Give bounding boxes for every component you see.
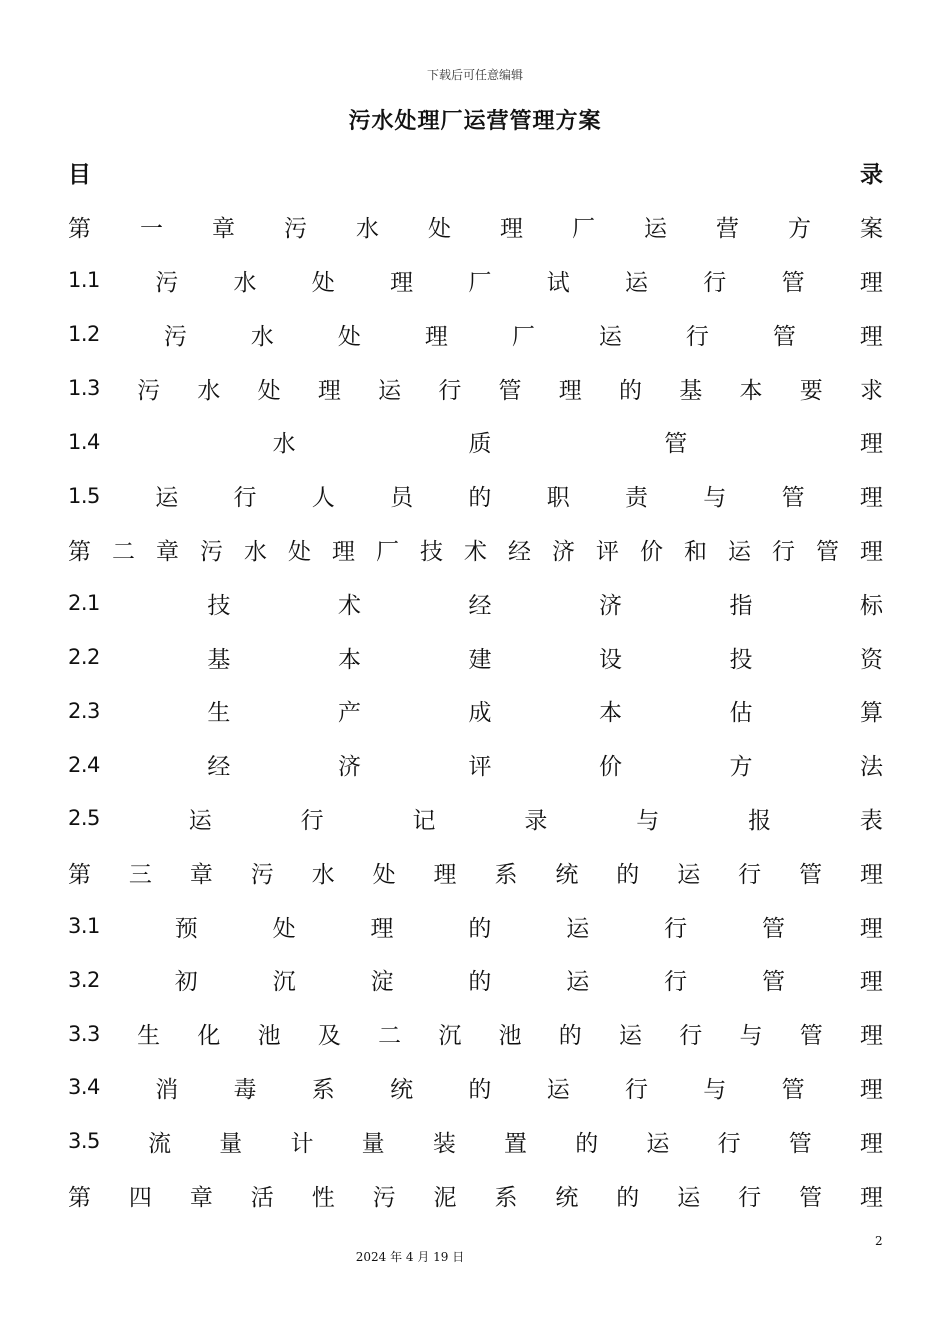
toc-entry[interactable] bbox=[68, 254, 883, 308]
toc-char: 基 bbox=[679, 377, 703, 404]
toc-char: 处 bbox=[311, 269, 335, 296]
toc-char: 厂 bbox=[511, 323, 535, 350]
toc-char: 案 bbox=[860, 216, 883, 243]
toc-char: 试 bbox=[546, 269, 570, 296]
toc-char: 法 bbox=[860, 754, 883, 781]
toc-char: 初 bbox=[174, 969, 198, 996]
toc-char: 第 bbox=[68, 1184, 91, 1211]
toc-char: 济 bbox=[598, 592, 622, 619]
toc-char: 行 bbox=[738, 861, 762, 888]
toc-char: 评 bbox=[596, 538, 619, 565]
toc-char: 营 bbox=[716, 216, 739, 243]
toc-char: 统 bbox=[555, 861, 579, 888]
toc-char: 技 bbox=[207, 592, 231, 619]
toc-entry[interactable] bbox=[68, 576, 883, 630]
toc-char: 标 bbox=[860, 592, 883, 619]
toc-entry-number: 3.5 bbox=[68, 1129, 100, 1154]
footer-date: 2024 年 4 月 19 日 bbox=[355, 1250, 465, 1264]
toc-entry-number: 1.1 bbox=[68, 268, 100, 293]
toc-entry[interactable] bbox=[68, 523, 883, 577]
toc-char: 行 bbox=[738, 1184, 762, 1211]
toc-entry[interactable] bbox=[68, 1061, 883, 1115]
toc-entry[interactable] bbox=[68, 415, 883, 469]
toc-char: 计 bbox=[290, 1130, 314, 1157]
toc-char: 化 bbox=[197, 1023, 221, 1050]
toc-entry[interactable] bbox=[68, 953, 883, 1007]
toc-char: 管 bbox=[498, 377, 522, 404]
toc-char: 行 bbox=[233, 485, 257, 512]
toc-char: 处 bbox=[272, 915, 296, 942]
toc-char: 及 bbox=[317, 1023, 341, 1050]
toc-char: 录 bbox=[860, 162, 883, 189]
toc-char: 方 bbox=[788, 216, 811, 243]
toc-char: 经 bbox=[207, 754, 231, 781]
toc-entry[interactable] bbox=[68, 469, 883, 523]
toc-char: 的 bbox=[575, 1130, 599, 1157]
toc-char: 行 bbox=[703, 269, 727, 296]
toc-char: 要 bbox=[799, 377, 823, 404]
toc-char: 的 bbox=[468, 969, 492, 996]
toc-char: 运 bbox=[155, 485, 179, 512]
toc-char: 理 bbox=[317, 377, 341, 404]
toc-char: 设 bbox=[598, 646, 622, 673]
toc-char: 与 bbox=[703, 485, 727, 512]
toc-char: 理 bbox=[500, 216, 523, 243]
toc-char: 济 bbox=[337, 754, 361, 781]
toc-char: 质 bbox=[468, 431, 492, 458]
toc-entry-number: 1.3 bbox=[68, 376, 100, 401]
toc-entry-number: 3.3 bbox=[68, 1021, 100, 1046]
toc-entry[interactable] bbox=[68, 1114, 883, 1168]
toc-char: 理 bbox=[558, 377, 582, 404]
toc-char: 四 bbox=[128, 1184, 152, 1211]
toc-char: 章 bbox=[156, 538, 179, 565]
toc-char: 建 bbox=[468, 646, 492, 673]
toc-char: 术 bbox=[337, 592, 361, 619]
toc-char: 量 bbox=[361, 1130, 385, 1157]
toc-char: 理 bbox=[860, 538, 883, 565]
toc-char: 运 bbox=[646, 1130, 670, 1157]
toc-char: 本 bbox=[337, 646, 361, 673]
toc-entry[interactable] bbox=[68, 361, 883, 415]
toc-entry[interactable] bbox=[68, 200, 883, 254]
toc-char: 的 bbox=[468, 915, 492, 942]
toc-char: 算 bbox=[860, 700, 883, 727]
toc-char: 处 bbox=[372, 861, 396, 888]
toc-char: 行 bbox=[772, 538, 795, 565]
toc-entry-number: 2.1 bbox=[68, 591, 100, 616]
toc-char: 投 bbox=[729, 646, 753, 673]
toc-char: 行 bbox=[300, 807, 324, 834]
toc-entry[interactable] bbox=[68, 307, 883, 361]
toc-char: 经 bbox=[508, 538, 531, 565]
toc-char: 责 bbox=[624, 485, 648, 512]
toc-char: 理 bbox=[859, 431, 883, 458]
toc-char: 池 bbox=[257, 1023, 281, 1050]
toc-char: 系 bbox=[494, 1184, 518, 1211]
toc-entry-number: 3.2 bbox=[68, 967, 100, 992]
toc-char: 记 bbox=[412, 807, 436, 834]
toc-char: 表 bbox=[859, 807, 883, 834]
toc-entry[interactable] bbox=[68, 1007, 883, 1061]
toc-char: 理 bbox=[859, 1023, 883, 1050]
toc-char: 厂 bbox=[376, 538, 399, 565]
toc-char: 水 bbox=[244, 538, 267, 565]
toc-char: 理 bbox=[859, 969, 883, 996]
toc-entry[interactable] bbox=[68, 1168, 883, 1222]
toc-char: 评 bbox=[468, 754, 492, 781]
toc-char: 水 bbox=[356, 216, 379, 243]
toc-char: 术 bbox=[464, 538, 487, 565]
toc-char: 水 bbox=[250, 323, 274, 350]
toc-char: 的 bbox=[558, 1023, 582, 1050]
toc-char: 本 bbox=[739, 377, 763, 404]
toc-entry-number: 2.5 bbox=[68, 806, 100, 831]
toc-char: 第 bbox=[68, 538, 91, 565]
toc-char: 求 bbox=[859, 377, 883, 404]
toc-char: 泥 bbox=[433, 1184, 457, 1211]
toc-char: 运 bbox=[624, 269, 648, 296]
toc-char: 估 bbox=[729, 700, 753, 727]
toc-char: 理 bbox=[424, 323, 448, 350]
toc-char: 技 bbox=[420, 538, 443, 565]
toc-char: 水 bbox=[272, 431, 296, 458]
toc-char: 预 bbox=[174, 915, 198, 942]
toc-entry[interactable] bbox=[68, 899, 883, 953]
toc-char: 二 bbox=[378, 1023, 402, 1050]
toc-entry[interactable] bbox=[68, 630, 883, 684]
toc-char: 污 bbox=[284, 216, 307, 243]
toc-char: 管 bbox=[788, 1130, 812, 1157]
toc-char: 生 bbox=[137, 1023, 161, 1050]
toc-char: 理 bbox=[332, 538, 355, 565]
toc-char: 管 bbox=[781, 485, 805, 512]
toc-char: 统 bbox=[390, 1076, 414, 1103]
toc-char: 运 bbox=[677, 1184, 701, 1211]
toc-char: 理 bbox=[433, 861, 457, 888]
toc-char: 理 bbox=[859, 485, 883, 512]
toc-char: 运 bbox=[546, 1076, 570, 1103]
toc-char: 运 bbox=[598, 323, 622, 350]
toc-char: 处 bbox=[288, 538, 311, 565]
toc-char: 淀 bbox=[370, 969, 394, 996]
toc-char: 装 bbox=[432, 1130, 456, 1157]
toc-char: 行 bbox=[664, 969, 688, 996]
toc-char: 沉 bbox=[272, 969, 296, 996]
toc-char: 管 bbox=[664, 431, 688, 458]
toc-char: 指 bbox=[729, 592, 753, 619]
toc-char: 性 bbox=[311, 1184, 335, 1211]
toc-char: 系 bbox=[494, 861, 518, 888]
toc-char: 水 bbox=[197, 377, 221, 404]
toc-char: 运 bbox=[677, 861, 701, 888]
document-title: 污水处理厂运营管理方案 bbox=[348, 109, 602, 134]
toc-char: 量 bbox=[219, 1130, 243, 1157]
toc-char: 置 bbox=[504, 1130, 528, 1157]
toc-char: 管 bbox=[816, 538, 839, 565]
toc-char: 成 bbox=[468, 700, 492, 727]
toc-char: 行 bbox=[717, 1130, 741, 1157]
toc-char: 理 bbox=[859, 915, 883, 942]
toc-entry-number: 3.4 bbox=[68, 1075, 100, 1100]
toc-char: 理 bbox=[859, 1130, 883, 1157]
toc-char: 和 bbox=[684, 538, 707, 565]
toc-char: 目 bbox=[68, 162, 91, 189]
toc-char: 章 bbox=[189, 861, 213, 888]
page-number: 2 bbox=[875, 1234, 883, 1248]
toc-char: 产 bbox=[337, 700, 361, 727]
toc-char: 处 bbox=[428, 216, 451, 243]
toc-char: 管 bbox=[799, 1023, 823, 1050]
toc-char: 生 bbox=[207, 700, 231, 727]
toc-char: 管 bbox=[799, 861, 823, 888]
toc-char: 污 bbox=[250, 861, 274, 888]
toc-char: 行 bbox=[679, 1023, 703, 1050]
toc-char: 理 bbox=[859, 861, 883, 888]
toc-char: 消 bbox=[155, 1076, 179, 1103]
toc-char: 统 bbox=[555, 1184, 579, 1211]
toc-char: 行 bbox=[685, 323, 709, 350]
header-note: 下载后可任意编辑 bbox=[426, 68, 523, 82]
toc-char: 价 bbox=[598, 754, 622, 781]
toc-entry-number: 3.1 bbox=[68, 914, 100, 939]
toc-char: 行 bbox=[664, 915, 688, 942]
table-of-contents bbox=[68, 146, 883, 1222]
toc-char: 水 bbox=[311, 861, 335, 888]
toc-char: 管 bbox=[799, 1184, 823, 1211]
toc-char: 与 bbox=[636, 807, 660, 834]
toc-char: 行 bbox=[438, 377, 462, 404]
toc-char: 污 bbox=[155, 269, 179, 296]
toc-char: 第 bbox=[68, 216, 91, 243]
toc-char: 员 bbox=[390, 485, 414, 512]
toc-entry[interactable] bbox=[68, 845, 883, 899]
toc-entry-number: 2.2 bbox=[68, 645, 100, 670]
toc-entry[interactable] bbox=[68, 792, 883, 846]
toc-char: 管 bbox=[781, 1076, 805, 1103]
toc-entry-number: 1.2 bbox=[68, 322, 100, 347]
toc-char: 运 bbox=[378, 377, 402, 404]
toc-char: 章 bbox=[189, 1184, 213, 1211]
toc-char: 处 bbox=[257, 377, 281, 404]
toc-char: 理 bbox=[370, 915, 394, 942]
toc-char: 污 bbox=[200, 538, 223, 565]
toc-char: 污 bbox=[372, 1184, 396, 1211]
toc-char: 处 bbox=[337, 323, 361, 350]
toc-char: 理 bbox=[390, 269, 414, 296]
toc-char: 的 bbox=[619, 377, 643, 404]
toc-char: 职 bbox=[546, 485, 570, 512]
toc-char: 本 bbox=[598, 700, 622, 727]
toc-char: 管 bbox=[772, 323, 796, 350]
toc-entry[interactable] bbox=[68, 146, 883, 200]
toc-char: 运 bbox=[619, 1023, 643, 1050]
toc-char: 第 bbox=[68, 861, 91, 888]
toc-char: 污 bbox=[137, 377, 161, 404]
toc-char: 理 bbox=[859, 1076, 883, 1103]
toc-char: 报 bbox=[748, 807, 772, 834]
toc-char: 经 bbox=[468, 592, 492, 619]
toc-char: 理 bbox=[859, 1184, 883, 1211]
toc-char: 录 bbox=[524, 807, 548, 834]
toc-char: 厂 bbox=[468, 269, 492, 296]
toc-entry-number: 2.4 bbox=[68, 752, 100, 777]
toc-char: 系 bbox=[311, 1076, 335, 1103]
toc-char: 二 bbox=[112, 538, 135, 565]
toc-char: 管 bbox=[762, 915, 786, 942]
toc-char: 沉 bbox=[438, 1023, 462, 1050]
toc-char: 章 bbox=[212, 216, 235, 243]
toc-char: 管 bbox=[781, 269, 805, 296]
toc-char: 行 bbox=[624, 1076, 648, 1103]
toc-char: 运 bbox=[188, 807, 212, 834]
toc-char: 与 bbox=[739, 1023, 763, 1050]
toc-char: 活 bbox=[250, 1184, 274, 1211]
toc-char: 与 bbox=[703, 1076, 727, 1103]
toc-char: 济 bbox=[552, 538, 575, 565]
toc-char: 水 bbox=[233, 269, 257, 296]
toc-char: 运 bbox=[566, 969, 590, 996]
toc-char: 厂 bbox=[572, 216, 595, 243]
toc-char: 资 bbox=[860, 646, 883, 673]
toc-entry[interactable] bbox=[68, 738, 883, 792]
toc-char: 池 bbox=[498, 1023, 522, 1050]
toc-char: 流 bbox=[148, 1130, 172, 1157]
toc-char: 理 bbox=[859, 323, 883, 350]
toc-char: 污 bbox=[163, 323, 187, 350]
toc-entry[interactable] bbox=[68, 684, 883, 738]
toc-char: 的 bbox=[468, 485, 492, 512]
toc-char: 理 bbox=[859, 269, 883, 296]
toc-char: 管 bbox=[762, 969, 786, 996]
toc-char: 运 bbox=[728, 538, 751, 565]
toc-char: 的 bbox=[468, 1076, 492, 1103]
toc-char: 基 bbox=[207, 646, 231, 673]
toc-entry-number: 1.4 bbox=[68, 429, 100, 454]
toc-char: 的 bbox=[616, 861, 640, 888]
toc-entry-number: 1.5 bbox=[68, 483, 100, 508]
toc-char: 运 bbox=[644, 216, 667, 243]
toc-char: 价 bbox=[640, 538, 663, 565]
toc-char: 的 bbox=[616, 1184, 640, 1211]
toc-char: 运 bbox=[566, 915, 590, 942]
toc-char: 人 bbox=[311, 485, 335, 512]
toc-entry-number: 2.3 bbox=[68, 698, 100, 723]
toc-char: 三 bbox=[128, 861, 152, 888]
toc-char: 毒 bbox=[233, 1076, 257, 1103]
toc-char: 方 bbox=[729, 754, 753, 781]
toc-char: 一 bbox=[140, 216, 163, 243]
